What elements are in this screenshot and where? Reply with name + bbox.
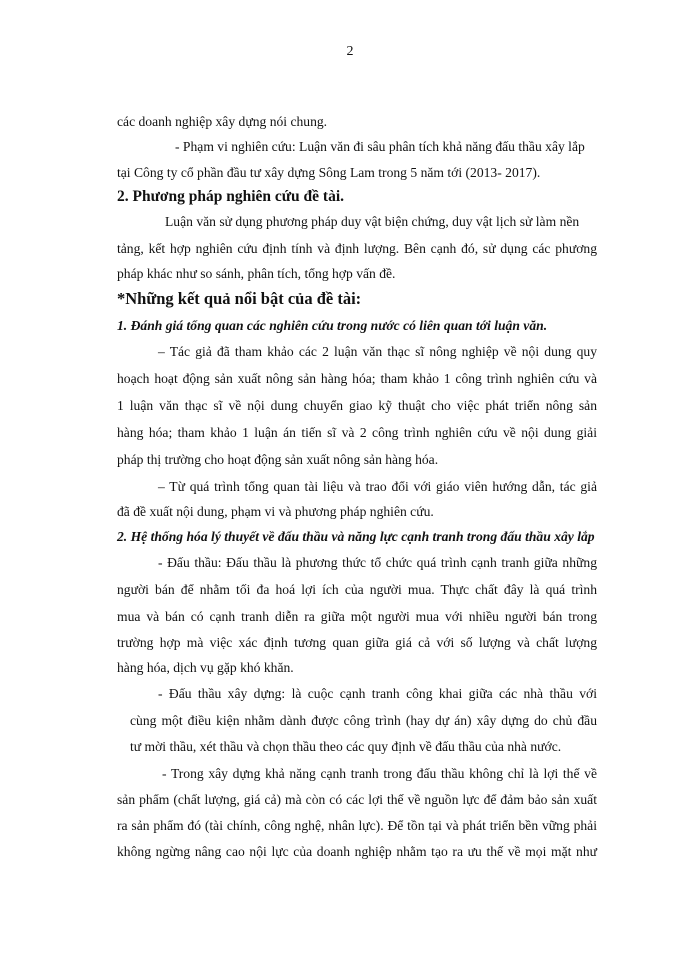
text-line: hàng hóa, dịch vụ gặp khó khăn. <box>117 660 294 675</box>
text-line: tảng, kết hợp nghiên cứu định tính và định lượng. Bên cạnh đó, sử dụng các phương <box>117 241 597 256</box>
text-line: trường hợp mà việc xác định tương quan giữa giá cả với số lượng và chất lượng <box>117 635 597 650</box>
page-number: 2 <box>346 44 354 59</box>
text-line: 1 luận văn thạc sĩ về nội dung chuyển giao kỹ thuật cho việc phát triển nông sản <box>117 398 597 413</box>
text-line: đã đề xuất nội dung, phạm vi và phương pháp nghiên cứu. <box>117 504 434 519</box>
subheading: 2. Hệ thống hóa lý thuyết về đấu thầu và năng lực cạnh tranh trong đấu thầu xây lắp <box>117 529 595 544</box>
text-line: sản phẩm (chất lượng, giá cả) mà còn có các lợi thế về nguồn lực để đảm bảo sản xuất <box>117 792 597 807</box>
text-line: người bán để nhằm tối đa hoá lợi ích của người mua. Thực chất đây là quá trình <box>117 582 597 597</box>
text-line: các doanh nghiệp xây dựng nói chung. <box>117 114 328 129</box>
text-line: - Đấu thầu: Đấu thầu là phương thức tổ chức quá trình cạnh tranh giữa những <box>158 555 597 570</box>
text-line: - Trong xây dựng khả năng cạnh tranh trong đấu thầu không chỉ là lợi thế về <box>162 766 597 781</box>
text-line: pháp khác như so sánh, phân tích, tổng hợp vấn đề. <box>117 266 396 281</box>
results-heading: *Những kết quả nổi bật của đề tài: <box>117 289 362 308</box>
text-line: Luận văn sử dụng phương pháp duy vật biện chứng, duy vật lịch sử làm nền <box>165 214 580 229</box>
text-line: cùng một điều kiện nhằm dành được công trình (hay dự án) xây dựng do chủ đầu <box>130 713 597 728</box>
section-heading: 2. Phương pháp nghiên cứu đề tài. <box>117 188 345 205</box>
text-line: – Từ quá trình tổng quan tài liệu và trao đổi với giáo viên hướng dẫn, tác giả <box>158 479 597 494</box>
text-line: - Phạm vi nghiên cứu: Luận văn đi sâu phân tích khả năng đấu thầu xây lắp <box>175 139 585 154</box>
text-line: không ngừng nâng cao nội lực của doanh nghiệp nhằm tạo ra ưu thế về mọi mặt như <box>117 844 597 859</box>
subheading: 1. Đánh giá tổng quan các nghiên cứu trong nước có liên quan tới luận văn. <box>117 318 548 333</box>
text-line: pháp thị trường cho hoạt động sản xuất nông sản hàng hóa. <box>117 452 439 467</box>
text-line: tư mời thầu, xét thầu và chọn thầu theo các quy định về đấu thầu của nhà nước. <box>130 739 562 754</box>
text-line: mua và bán có cạnh tranh diễn ra giữa một người mua với nhiều người bán trong <box>117 609 597 624</box>
text-line: ra sản phẩm đó (tài chính, công nghệ, nhân lực). Để tồn tại và phát triển bền vững phải <box>117 818 597 833</box>
text-line: - Đấu thầu xây dựng: là cuộc cạnh tranh công khai giữa các nhà thầu với <box>158 686 597 701</box>
text-line: – Tác giả đã tham khảo các 2 luận văn thạc sĩ nông nghiệp về nội dung quy <box>158 344 597 359</box>
text-line: hoạch hoạt động sản xuất nông sản hàng hóa; tham khảo 1 công trình nghiên cứu và <box>117 371 597 386</box>
text-line: tại Công ty cổ phần đầu tư xây dựng Sông Lam trong 5 năm tới (2013- 2017). <box>117 165 541 180</box>
text-line: hàng hóa; tham khảo 1 luận án tiến sĩ và 2 công trình nghiên cứu về nội dung giải <box>117 425 597 440</box>
